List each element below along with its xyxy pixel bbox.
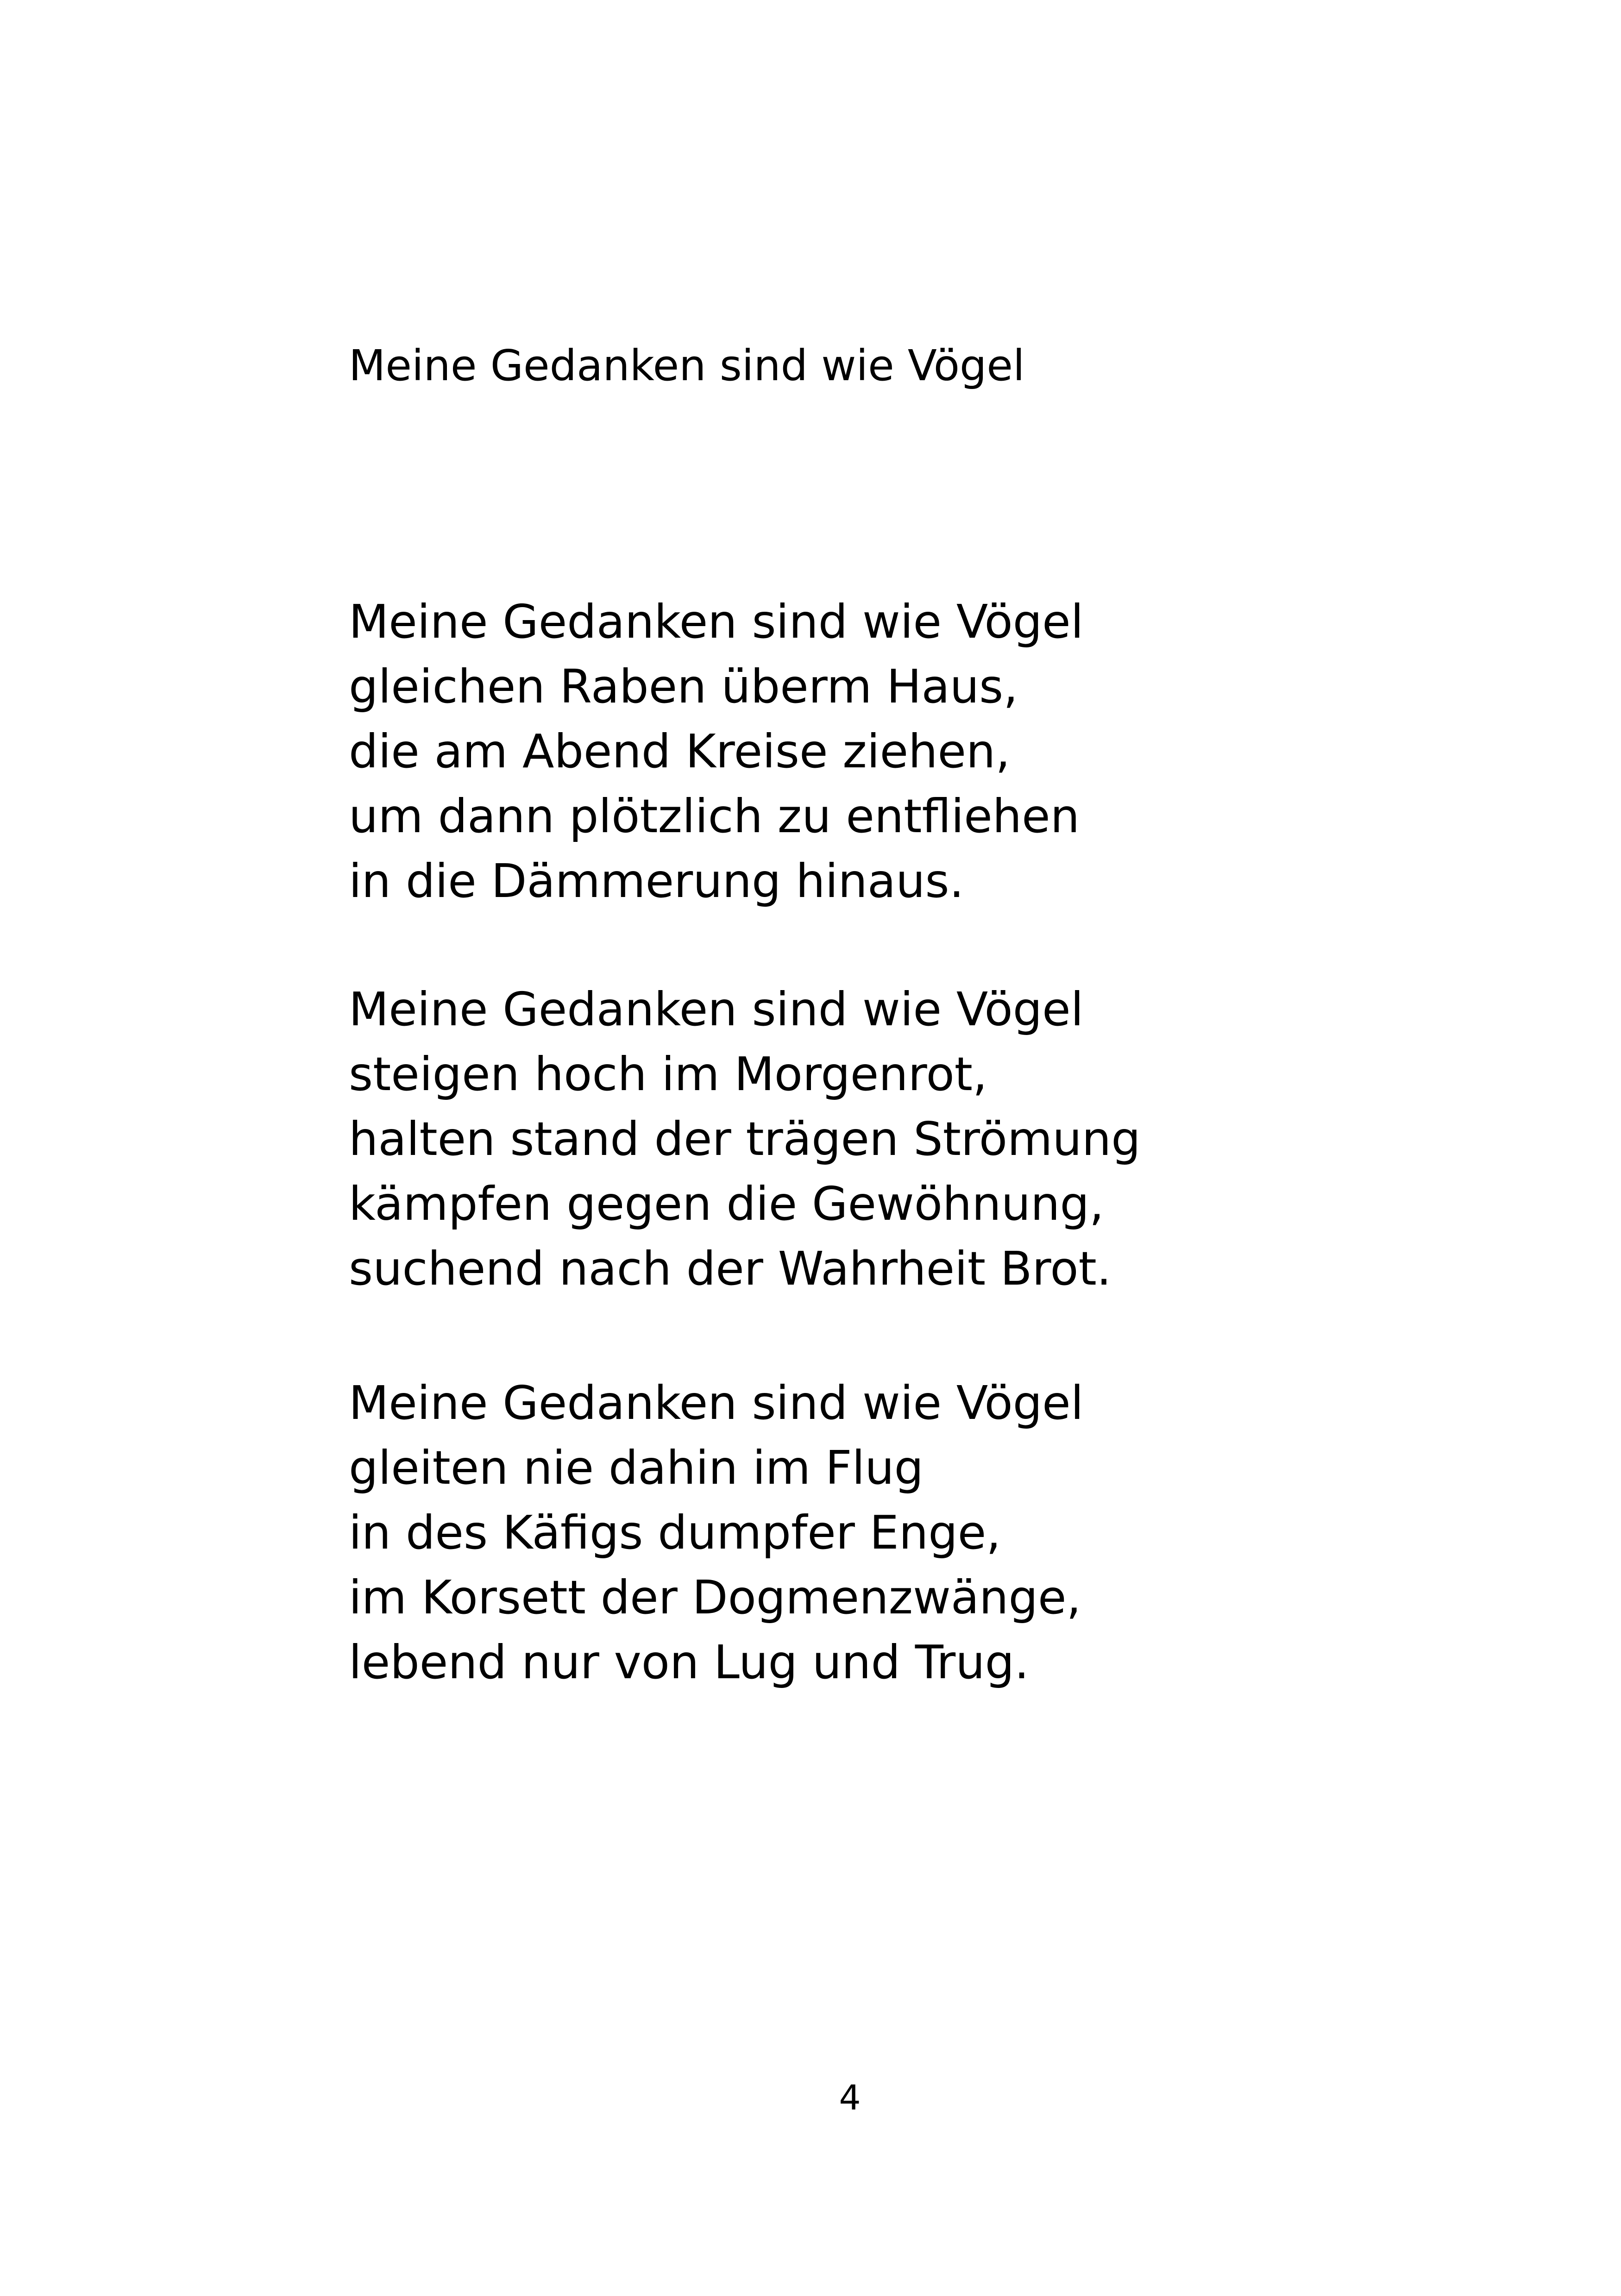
verse-line: gleiten nie dahin im Flug (349, 1441, 924, 1495)
verse-line: Meine Gedanken sind wie Vögel (349, 1376, 1084, 1430)
verse-line: halten stand der trägen Strömung (349, 1112, 1141, 1166)
poem-title: Meine Gedanken sind wie Vögel (349, 341, 1025, 390)
verse-line: um dann plötzlich zu entfliehen (349, 789, 1080, 843)
verse-line: in die Dämmerung hinaus. (349, 854, 964, 908)
verse-line: gleichen Raben überm Haus, (349, 659, 1018, 714)
stanza-2 (349, 977, 1141, 1301)
verse-line: in des Käfigs dumpfer Enge, (349, 1506, 1001, 1560)
stanza-1 (349, 590, 1083, 914)
verse-line: lebend nur von Lug und Trug. (349, 1635, 1029, 1689)
verse-line: die am Abend Kreise ziehen, (349, 724, 1011, 778)
verse-line: Meine Gedanken sind wie Vögel (349, 982, 1084, 1036)
verse-line: steigen hoch im Morgenrot, (349, 1047, 987, 1101)
stanza-3 (349, 1371, 1083, 1695)
verse-line: Meine Gedanken sind wie Vögel (349, 595, 1084, 649)
verse-line: im Korsett der Dogmenzwänge, (349, 1570, 1081, 1625)
verse-line: suchend nach der Wahrheit Brot. (349, 1242, 1112, 1296)
verse-line: kämpfen gegen die Gewöhnung, (349, 1177, 1104, 1231)
page-number: 4 (839, 2078, 861, 2118)
